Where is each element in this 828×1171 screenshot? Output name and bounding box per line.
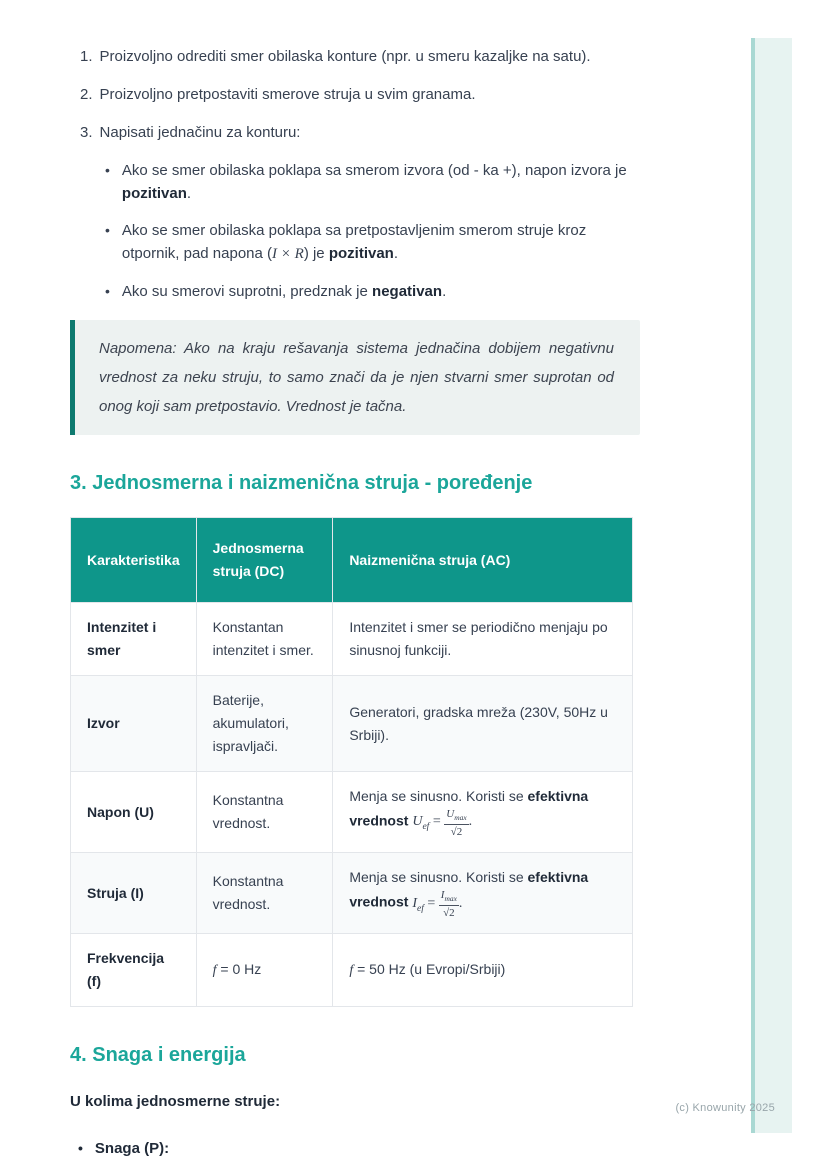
voltage-rms-formula: $U_{ef}$ = $\frac{U_{max}}{√2}$ . [412, 808, 473, 838]
table-cell: Menja se sinusno. Koristi se efektivna vrednost $I_{ef}$ = $\frac{I_{max}}{√2}$ . [333, 853, 633, 934]
copyright-watermark: (c) Knowunity 2025 [675, 1102, 775, 1114]
bullet-text: Ako su smerovi suprotni, predznak je negativan. [121, 283, 447, 300]
column-header: Karakteristika [71, 518, 197, 603]
step-text: Proizvoljno odrediti smer obilaska konture (npr. u smeru kazaljke na satu). [99, 48, 591, 65]
bullet-icon: • [105, 162, 110, 178]
numbered-step [80, 83, 640, 106]
bullet-icon: • [78, 1140, 83, 1157]
table-cell: f = 0 Hz [196, 934, 333, 1007]
bullet-text: Snaga (P): [94, 1140, 170, 1158]
table-cell: Konstantna vrednost. [196, 772, 333, 853]
table-cell: Konstantan intenzitet i smer. [196, 603, 333, 676]
step-text: Napisati jednačinu za konturu: [99, 124, 301, 141]
bullet-text: Ako se smer obilaska poklapa sa smerom izvora (od - ka +), napon izvora je pozitivan. [121, 162, 627, 202]
column-header: Jednosmerna struja (DC) [196, 518, 333, 603]
current-rms-formula: $I_{ef}$ = $\frac{I_{max}}{√2}$ . [412, 889, 463, 920]
table-row [71, 676, 633, 772]
row-label: Frekvencija (f) [71, 934, 197, 1007]
note-callout [70, 320, 640, 435]
dc-ac-comparison-table [70, 517, 633, 1007]
section-heading-3: 3. Jednosmerna i naizmenična struja - poređenje [70, 472, 533, 494]
step-text: Proizvoljno pretpostaviti smerove struja u svim granama. [99, 86, 476, 103]
table-row [71, 853, 633, 934]
table-cell: Baterije, akumulatori, ispravljači. [196, 676, 333, 772]
list-item [105, 280, 640, 303]
bullet-icon: • [105, 222, 110, 238]
table-cell: Generatori, gradska mreža (230V, 50Hz u Srbiji). [333, 676, 633, 772]
row-label: Intenzitet i smer [71, 603, 197, 676]
note-text: Napomena: Ako na kraju rešavanja sistema jednačina dobijem negativnu vrednost za neku struju, to samo znači da je njen stvarni smer suprotan od onog koji sam pretpostavio. Vrednost je tačna. [99, 340, 614, 415]
table-row [71, 603, 633, 676]
table-cell: Konstantna vrednost. [196, 853, 333, 934]
numbered-step [80, 45, 640, 68]
section4-intro: U kolima jednosmerne struje: [70, 1093, 281, 1111]
row-label: Napon (U) [71, 772, 197, 853]
table-header-row [71, 518, 633, 603]
list-item [78, 1137, 640, 1160]
list-item [105, 219, 640, 266]
table-cell: f = 50 Hz (u Evropi/Srbiji) [333, 934, 633, 1007]
page-edge-strip [751, 38, 792, 1133]
table-cell: Menja se sinusno. Koristi se efektivna vrednost $U_{ef}$ = $\frac{U_{max}}{√2}$ . [333, 772, 633, 853]
row-label: Izvor [71, 676, 197, 772]
step-number: 2. [80, 86, 93, 103]
row-label: Struja (I) [71, 853, 197, 934]
document-content [70, 45, 640, 1160]
step-number: 3. [80, 124, 93, 141]
step3-bullet-list [105, 159, 640, 303]
table-row [71, 934, 633, 1007]
list-item [105, 159, 640, 205]
table-row [71, 772, 633, 853]
table-cell: Intenzitet i smer se periodično menjaju po sinusnoj funkciji. [333, 603, 633, 676]
bullet-icon: • [105, 283, 110, 299]
section-heading-4: 4. Snaga i energija [70, 1044, 246, 1067]
numbered-step [80, 121, 640, 144]
bullet-text: Ako se smer obilaska poklapa sa pretpostavljenim smerom struje kroz otpornik, pad napona (I × R) je pozitivan. [121, 222, 587, 262]
step-number: 1. [80, 48, 93, 65]
inline-math: I × R [272, 246, 304, 262]
column-header: Naizmenična struja (AC) [333, 518, 633, 603]
